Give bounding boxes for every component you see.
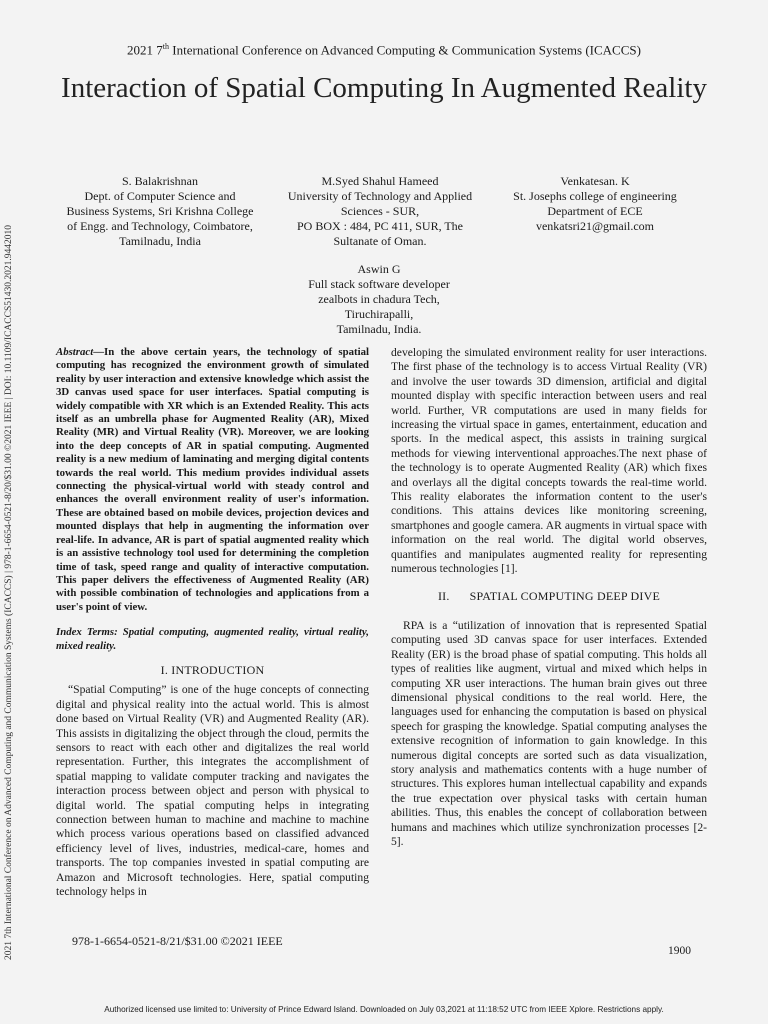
author-affiliation-line: Tamilnadu, India. [336,322,422,336]
abstract [56,346,369,614]
index-terms-label: Index Terms: [56,626,118,639]
conference-ordinal-suffix: th [162,42,170,51]
page-number: 1900 [668,945,691,957]
section-title: SPATIAL COMPUTING DEEP DIVE [469,588,660,603]
side-margin-citation: 2021 7th International Conference on Advanced Computing and Communication Systems (ICACCS) | 978-1-6654-0521-8/20/$31.00 ©2021 IEEE | DOI: 10.1109/ICACCS51430.2021.9442010 [4,225,14,960]
author-affiliation-line: of Engg. and Technology, Coimbatore, [67,219,253,233]
license-notice: Authorized licensed use limited to: University of Prince Edward Island. Downloaded on July 03,2021 at 11:18:52 UTC from IEEE Xplore. Restrictions apply. [104,1005,664,1014]
index-terms-text: Spatial computing, augmented reality, virtual reality, mixed reality. [56,626,369,652]
author-name: Aswin G [357,262,401,276]
author-name: Venkatesan. K [560,174,630,188]
left-column [56,346,369,899]
author-affiliation-line: St. Josephs college of engineering [513,189,677,203]
author-affiliation-line: zealbots in chadura Tech, [318,292,440,306]
right-column [391,346,707,849]
author-affiliation-line: Tamilnadu, India [119,234,201,248]
paper-title: Interaction of Spatial Computing In Augmented Reality [61,72,707,104]
author-affiliation-line: University of Technology and Applied [287,189,473,203]
conference-name: International Conference on Advanced Computing & Communication Systems (ICACCS) [169,42,641,58]
author-block-1 [55,174,265,249]
author-affiliation-line: PO BOX : 484, PC 411, SUR, The [296,219,464,233]
author-affiliation-line: Sultanate of Oman. [333,234,427,248]
abstract-label: Abstract [56,346,94,358]
footer-isbn: 978-1-6654-0521-8/21/$31.00 ©2021 IEEE [72,934,283,948]
section-heading-spatial-computing [391,589,707,603]
author-affiliation-line: Tiruchirapalli, [344,307,414,321]
author-email: venkatsri21@gmail.com [535,219,655,233]
spatial-computing-paragraph: RPA is a “utilization of innovation that is represented Spatial computing used 3D canvas space for user interfaces. Extended Reality (ER) is the broad phase of spatial computing. This holds all types of realities like augment, virtual and mixed which helps in computing XR user interactions. The human brain gives out three dimensional physical conditions to the real world. Here, the languages used for enhancing the computation is based on physical speech for grasping the knowledge. Spatial computing analyses the extensive recognition of information to gain knowledge. In this numerous digital concepts are sorted such as data visualization, story analysis and mathematics contents with a huge number of structures. This explores human intellectual capability and expands the true expectation over physical tasks with certain human abilities. Thus, this enables the concept of collaboration between humans and machines which utilize synchronization processes [2-5]. [391,618,707,848]
conference-header [0,42,768,58]
author-block-4 [284,262,474,337]
section-number: II. [437,588,450,603]
author-affiliation-line: Sciences - SUR, [340,204,420,218]
abstract-text: —In the above certain years, the technology of spatial computing has recognized the environment growth of simulated reality by user interaction and extensive knowledge which assist the 3D canvas used space for user interfaces. Spatial computing is widely compatible with XR which is an Extended Reality. This acts itself as an umbrella phase for Augmented Reality (AR), Mixed Reality (MR) and Virtual Reality (VR). Moreover, we are looking into the deep concepts of AR in spatial computing. Augmented reality is a new medium of laminating and merging digital contents towards the real world. This medium provides individual assets connecting the physical-virtual world with steady control and enhances the overall environment reality of user's information. These are obtained based on mobile devices, projection devices and mounted displays that help in augmenting the information over real-life. In advance, AR is part of spatial augmented reality which is an assistive technology tool used for determining the completion time of task, speed range and quality of interactive computation. This paper delivers the effectiveness of Augmented Reality (AR) with possible combination of technologies and applications from a user's point of view. [56,346,369,613]
author-block-3 [495,174,695,234]
author-affiliation-line: Business Systems, Sri Krishna College [66,204,254,218]
introduction-continuation-paragraph: developing the simulated environment reality for user interactions. The first phase of the technology is to access Virtual Reality (VR) and involve the user towards 3D dimension, artificial and digital mounted display with specific interaction between users and real world. Further, VR computations are used in many fields for increasing the virtual space in games, entertainment, education and sports. In the medical aspect, this assists in training surgical methods for viewing interventional approaches.The next phase of the technology is to operate Augmented Reality (AR) which fixes and overlays all the digital concepts towards the real-time world. This reality elaborates the information content to the user's conditions. This attains devices like monitoring screening, smartphones and google camera. AR augments in virtual space with information on the real world. The digital world observes, quantifies and manipulates augmented reality for representing numerous technologies [1]. [391,346,707,576]
author-name: M.Syed Shahul Hameed [321,174,439,188]
author-affiliation-line: Dept. of Computer Science and [84,189,236,203]
section-heading-introduction: I. INTRODUCTION [160,662,265,677]
author-block-2 [270,174,490,249]
conference-year: 2021 7 [127,42,163,58]
introduction-paragraph: “Spatial Computing” is one of the huge concepts of connecting digital and physical reality into the actual world. This is almost done based on Virtual Reality (VR) and Augmented Reality (AR). This assists in digitalizing the object through the cloud, permits the sensors to react with each other and digitalizes the real world representation. Further, this integrates the accomplishment of spatial mapping to validate computer tracking and navigates the interaction process between object and person with physical to digital world. The spatial computing helps in integrating connection between human to machine and machine to machine which process various operations based on classified advanced efficiency level of lives, industries, medical-care, homes and transports. The top companies invested in spatial computing are Amazon and Microsoft technologies. Here, spatial computing technology helps in [56,683,369,899]
author-affiliation-line: Department of ECE [547,204,643,218]
author-affiliation-line: Full stack software developer [308,277,450,291]
index-terms [56,626,369,653]
author-name: S. Balakrishnan [122,174,198,188]
